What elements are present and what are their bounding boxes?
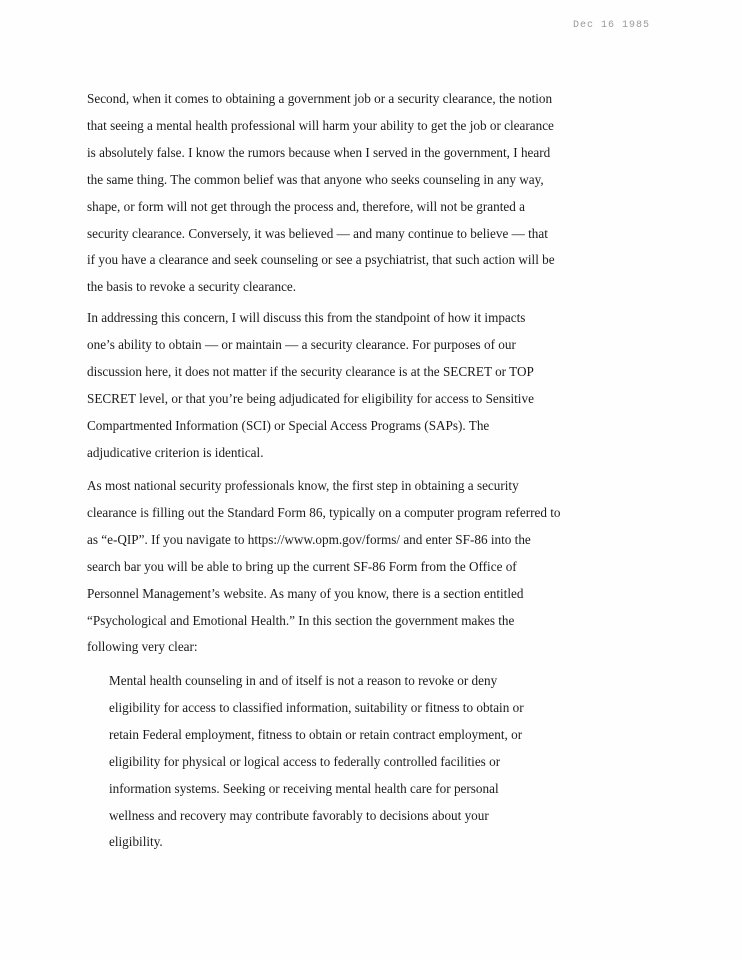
page-stamp: Dec 16 1985 xyxy=(572,20,650,31)
paragraph-sf86-form: As most national security professionals know, the first step in obtaining a security clearance is filling out the Standard Form 86, typically on a computer program referred to as “e-QIP”. If you navigate to https://www.opm.gov/forms/ and enter SF-86 into the search bar you will be able to bring up the current SF-86 Form from the Office of Personnel Management’s website. As many of you know, there is a section entitled “Psychological and Emotional Health.” In this section the government makes the following very clear: xyxy=(87,478,561,655)
paragraph-addressing-concern: In addressing this concern, I will discuss this from the standpoint of how it impacts one’s ability to obtain — or maintain — a security clearance. For purposes of our discussion here, it does not matter if the security clearance is at the SECRET or TOP SECRET level, or that you’re being adjudicated for eligibility for access to Sensitive Compartmented Information (SCI) or Special Access Programs (SAPs). The adjudicative criterion is identical. xyxy=(87,310,534,460)
paragraph-security-clearance-myth: Second, when it comes to obtaining a government job or a security clearance, the notion that seeing a mental health professional will harm your ability to get the job or clearance is absolutely false. I know the rumors because when I served in the government, I heard the same thing. The common belief was that anyone who seeks counseling in any way, shape, or form will not get through the process and, therefore, will not be granted a security clearance. Conversely, it was believed — and many continue to believe — that if you have a clearance and seek counseling or see a psychiatrist, that such action will be the basis to revoke a security clearance. xyxy=(87,91,555,295)
block-quote-sf86: Mental health counseling in and of itself is not a reason to revoke or deny eligibility for access to classified information, suitability or fitness to obtain or retain Federal employment, fitness to obtain or retain contract employment, or eligibility for physical or logical access to federally controlled facilities or information systems. Seeking or receiving mental health care for personal wellness and recovery may contribute favorably to decisions about your eligibility. xyxy=(109,673,524,850)
